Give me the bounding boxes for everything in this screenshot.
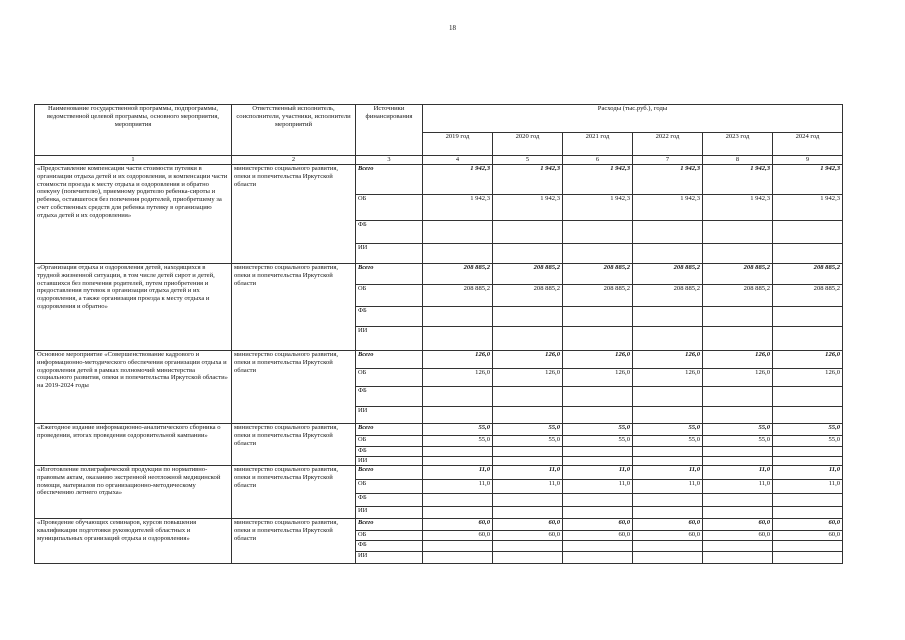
expense-value [703, 494, 773, 507]
expense-value: 11,0 [703, 466, 773, 480]
expense-value [773, 387, 843, 407]
expense-value: 208 885,2 [773, 285, 843, 307]
expense-value [703, 221, 773, 244]
expense-value [423, 244, 493, 264]
expense-value: 208 885,2 [773, 264, 843, 285]
executor-name: министерство социального развития, опеки и попечительства Иркутской области [232, 165, 356, 264]
expense-value: 55,0 [423, 424, 493, 436]
expense-value: 208 885,2 [493, 285, 563, 307]
activity-name: «Проведение обучающих семинаров, курсов повышения квалификации подготовки руководителей областных и муниципальных организаций отдыха и оздоровления» [35, 519, 232, 564]
expense-value: 208 885,2 [703, 264, 773, 285]
expense-value: 126,0 [493, 351, 563, 369]
expense-value: 126,0 [633, 351, 703, 369]
expense-value [563, 387, 633, 407]
expense-value [423, 447, 493, 457]
expense-value: 208 885,2 [633, 285, 703, 307]
table-row [35, 519, 843, 531]
expense-value: 126,0 [773, 351, 843, 369]
expense-value: 11,0 [423, 466, 493, 480]
expense-value [563, 457, 633, 466]
expense-value: 1 942,3 [563, 165, 633, 195]
funding-source: ФБ [356, 387, 423, 407]
expense-value: 126,0 [423, 351, 493, 369]
expense-value [633, 327, 703, 351]
expense-value: 1 942,3 [423, 195, 493, 221]
table-row [35, 165, 843, 195]
funding-source: ИИ [356, 407, 423, 424]
expense-value: 60,0 [423, 531, 493, 541]
expense-value [773, 307, 843, 327]
funding-source: ОБ [356, 531, 423, 541]
column-number: 3 [356, 156, 423, 165]
expense-value [493, 447, 563, 457]
funding-source: Всего [356, 264, 423, 285]
expense-value [423, 457, 493, 466]
expense-value: 208 885,2 [633, 264, 703, 285]
expense-value: 1 942,3 [563, 195, 633, 221]
expense-value: 11,0 [563, 480, 633, 494]
expense-value: 11,0 [493, 480, 563, 494]
expense-value [633, 541, 703, 552]
expense-value: 55,0 [773, 436, 843, 447]
header-executor: Ответственный исполнитель, соисполнители, участники, исполнители мероприятий [232, 105, 356, 156]
expense-value: 11,0 [773, 480, 843, 494]
expense-value [563, 552, 633, 564]
expense-value: 126,0 [563, 369, 633, 387]
expense-value: 126,0 [773, 369, 843, 387]
expense-value: 1 942,3 [773, 195, 843, 221]
expense-value: 55,0 [773, 424, 843, 436]
activity-name: «Предоставление компенсации части стоимости путевки в организации отдыха детей и их оздоровления, и компенсации части стоимости проезда к месту отдыха и оздоровления и обратно опекуну (попечителю), приемному родителю ребенка-сироты и ребенка, оставшегося без попечения родителей, приобретшему за счет собственных средств для ребенка путевку в организацию отдыха детей и их оздоровления» [35, 165, 232, 264]
expense-value [773, 244, 843, 264]
expense-value: 1 942,3 [633, 165, 703, 195]
expense-value [633, 507, 703, 519]
header-year: 2021 год [563, 133, 633, 156]
executor-name: министерство социального развития, опеки и попечительства Иркутской области [232, 264, 356, 351]
expense-value: 126,0 [493, 369, 563, 387]
funding-source: ФБ [356, 307, 423, 327]
expense-value [563, 507, 633, 519]
expense-value: 208 885,2 [423, 285, 493, 307]
table-row [35, 424, 843, 436]
funding-source: ФБ [356, 221, 423, 244]
expense-value [773, 221, 843, 244]
expense-value: 55,0 [493, 436, 563, 447]
column-number: 7 [633, 156, 703, 165]
expense-value [423, 307, 493, 327]
expense-value [563, 244, 633, 264]
expense-value: 1 942,3 [493, 195, 563, 221]
expense-value: 60,0 [633, 519, 703, 531]
column-number: 2 [232, 156, 356, 165]
table-row [35, 264, 843, 285]
expense-value [703, 447, 773, 457]
funding-source: ИИ [356, 327, 423, 351]
expense-value: 1 942,3 [773, 165, 843, 195]
expense-value: 1 942,3 [703, 165, 773, 195]
header-year: 2024 год [773, 133, 843, 156]
header-year: 2022 год [633, 133, 703, 156]
expense-value [493, 552, 563, 564]
expense-value [773, 552, 843, 564]
expense-value [633, 407, 703, 424]
funding-source: ОБ [356, 285, 423, 307]
expense-value: 55,0 [493, 424, 563, 436]
expense-value [633, 387, 703, 407]
expense-value [773, 541, 843, 552]
expense-value [563, 327, 633, 351]
expense-value [563, 221, 633, 244]
funding-source: Всего [356, 165, 423, 195]
expense-value [633, 494, 703, 507]
expense-value [773, 447, 843, 457]
funding-source: ИИ [356, 244, 423, 264]
expense-value: 60,0 [493, 531, 563, 541]
expense-value: 60,0 [773, 531, 843, 541]
expense-value: 60,0 [493, 519, 563, 531]
expense-value: 11,0 [703, 480, 773, 494]
table-body [35, 165, 843, 564]
expense-value [703, 507, 773, 519]
expense-value [493, 307, 563, 327]
expense-value [633, 244, 703, 264]
activity-name: «Организация отдыха и оздоровления детей, находящихся в трудной жизненной ситуации, в том числе детей сирот и детей, оставшихся без попечения родителей, путем приобретения и предоставления путевок в организации отдыха детей и их оздоровления, а также организация проезда к месту отдыха и оздоровления и обратно» [35, 264, 232, 351]
expense-value [633, 552, 703, 564]
expense-value [493, 494, 563, 507]
executor-name: министерство социального развития, опеки и попечительства Иркутской области [232, 519, 356, 564]
executor-name: министерство социального развития, опеки и попечительства Иркутской области [232, 351, 356, 424]
expense-value [703, 327, 773, 351]
expense-value [493, 541, 563, 552]
expense-value: 208 885,2 [493, 264, 563, 285]
column-number: 6 [563, 156, 633, 165]
expense-value: 1 942,3 [633, 195, 703, 221]
expense-value: 208 885,2 [563, 264, 633, 285]
expense-value: 11,0 [423, 480, 493, 494]
expense-value [423, 507, 493, 519]
expense-value: 55,0 [563, 436, 633, 447]
expense-value: 208 885,2 [563, 285, 633, 307]
column-number: 4 [423, 156, 493, 165]
funding-source: Всего [356, 519, 423, 531]
expense-value [633, 447, 703, 457]
expense-value: 55,0 [563, 424, 633, 436]
header-name: Наименование государственной программы, подпрограммы, ведомственной целевой программы, основного мероприятия, мероприятия [35, 105, 232, 156]
expense-value [563, 494, 633, 507]
funding-source: ОБ [356, 480, 423, 494]
expense-value: 60,0 [703, 519, 773, 531]
activity-name: «Изготовление полиграфической продукции по нормативно-правовым актам, оказанию экстренной неотложной медицинской помощи, материалов по организационно-методическому обеспечению летнего отдыха» [35, 466, 232, 519]
expense-value: 11,0 [563, 466, 633, 480]
column-number: 9 [773, 156, 843, 165]
funding-source: Всего [356, 351, 423, 369]
expense-value: 55,0 [703, 424, 773, 436]
expense-value [773, 327, 843, 351]
header-expenses: Расходы (тыс.руб.), годы [423, 105, 843, 133]
funding-source: ИИ [356, 457, 423, 466]
page-number: 18 [449, 24, 456, 32]
expense-value [563, 307, 633, 327]
expense-value [703, 387, 773, 407]
column-number: 8 [703, 156, 773, 165]
expense-value: 11,0 [493, 466, 563, 480]
expense-value [703, 541, 773, 552]
expense-value [423, 541, 493, 552]
expense-value: 126,0 [703, 369, 773, 387]
expense-value: 208 885,2 [703, 285, 773, 307]
expense-value [773, 507, 843, 519]
funding-source: ФБ [356, 541, 423, 552]
expense-value [633, 221, 703, 244]
header-source: Источники финансирования [356, 105, 423, 156]
expense-value: 60,0 [773, 519, 843, 531]
expense-value [493, 327, 563, 351]
expense-value: 11,0 [633, 466, 703, 480]
expense-value [703, 457, 773, 466]
expense-value: 1 942,3 [423, 165, 493, 195]
expense-value: 60,0 [703, 531, 773, 541]
expense-value [703, 407, 773, 424]
expense-value [493, 507, 563, 519]
expense-value [493, 387, 563, 407]
expense-value: 126,0 [563, 351, 633, 369]
expense-value: 55,0 [633, 436, 703, 447]
expense-value [563, 541, 633, 552]
expense-value [563, 447, 633, 457]
header-year: 2019 год [423, 133, 493, 156]
funding-source: Всего [356, 424, 423, 436]
funding-source: ОБ [356, 436, 423, 447]
header-year: 2023 год [703, 133, 773, 156]
header-year: 2020 год [493, 133, 563, 156]
expense-value: 208 885,2 [423, 264, 493, 285]
funding-source: ОБ [356, 369, 423, 387]
expense-value [423, 327, 493, 351]
expense-value [493, 407, 563, 424]
expense-value: 126,0 [633, 369, 703, 387]
funding-source: Всего [356, 466, 423, 480]
expense-value: 60,0 [563, 519, 633, 531]
expense-value [773, 457, 843, 466]
expense-value [423, 407, 493, 424]
column-number: 5 [493, 156, 563, 165]
funding-source: ИИ [356, 507, 423, 519]
expense-value [423, 387, 493, 407]
funding-source: ИИ [356, 552, 423, 564]
expense-value [773, 407, 843, 424]
executor-name: министерство социального развития, опеки и попечительства Иркутской области [232, 466, 356, 519]
expense-value [563, 407, 633, 424]
expense-value: 60,0 [423, 519, 493, 531]
funding-source: ФБ [356, 494, 423, 507]
expense-value [423, 552, 493, 564]
expense-value: 55,0 [703, 436, 773, 447]
expense-value: 55,0 [423, 436, 493, 447]
table-row [35, 466, 843, 480]
expense-value [703, 307, 773, 327]
expense-value: 55,0 [633, 424, 703, 436]
expense-value [703, 244, 773, 264]
expense-value [633, 307, 703, 327]
expense-value [493, 457, 563, 466]
expense-value: 126,0 [423, 369, 493, 387]
expense-value: 1 942,3 [493, 165, 563, 195]
expense-value: 126,0 [703, 351, 773, 369]
table-header [35, 105, 843, 165]
expense-value: 11,0 [633, 480, 703, 494]
funding-source: ФБ [356, 447, 423, 457]
expense-value [633, 457, 703, 466]
expense-value [773, 494, 843, 507]
expense-value: 60,0 [563, 531, 633, 541]
expense-value [703, 552, 773, 564]
activity-name: Основное мероприятие «Совершенствование кадрового и информационно-методического обеспечения организации отдыха и оздоровления детей в рамках полномочий министерства социального развития, опеки и попечительства Иркутской области» на 2019-2024 годы [35, 351, 232, 424]
expense-value: 60,0 [633, 531, 703, 541]
table-row [35, 351, 843, 369]
expense-value [493, 244, 563, 264]
funding-source: ОБ [356, 195, 423, 221]
executor-name: министерство социального развития, опеки и попечительства Иркутской области [232, 424, 356, 466]
expense-value [493, 221, 563, 244]
budget-table [34, 104, 843, 564]
activity-name: «Ежегодное издание информационно-аналитического сборника о проведении, итогах проведения оздоровительной кампании» [35, 424, 232, 466]
expense-value: 11,0 [773, 466, 843, 480]
expense-value [423, 221, 493, 244]
expense-value: 1 942,3 [703, 195, 773, 221]
column-numbers-row [35, 156, 843, 165]
column-number: 1 [35, 156, 232, 165]
expense-value [423, 494, 493, 507]
